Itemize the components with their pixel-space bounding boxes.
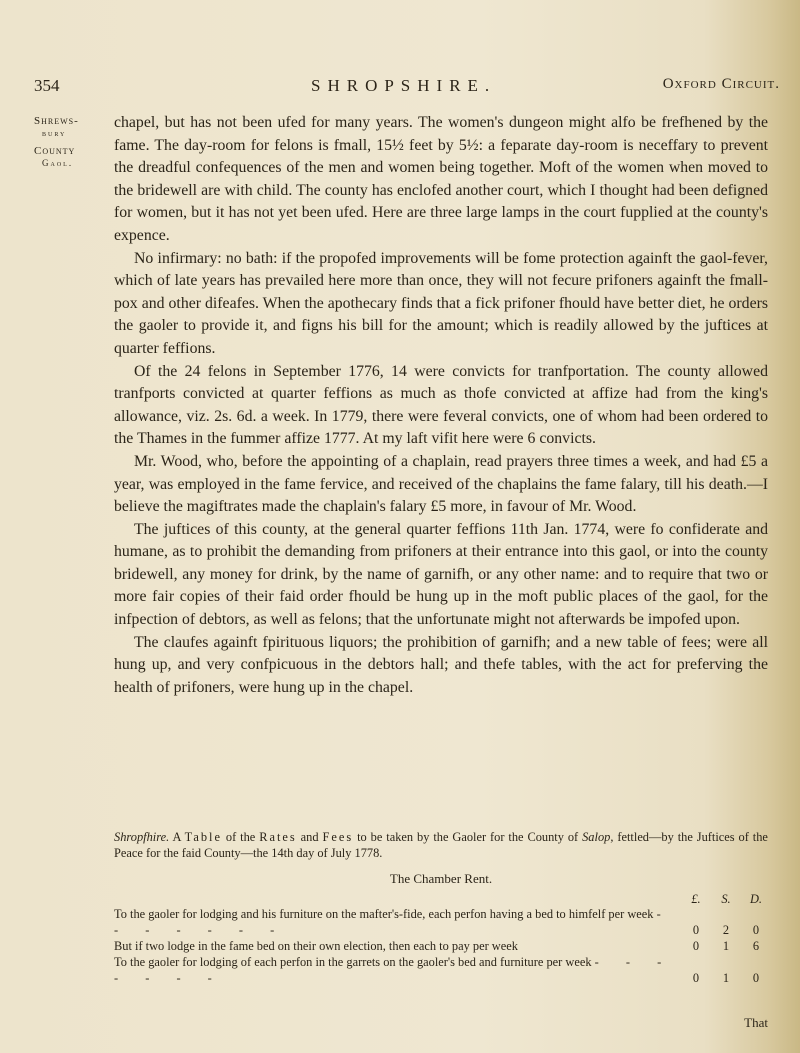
table-title: Shropfhire. A Table of the Rates and Fees to be taken by the Gaoler for the County of Salop, fettled—by the Juftices of the Peace for the faid County—the 14th day of July 1778.	[114, 830, 768, 860]
margin-line: County	[34, 145, 76, 157]
margin-note	[34, 115, 104, 169]
paragraph: Of the 24 felons in September 1776, 14 were convicts for tranfportation. The county allowed tranfports convicted at quarter feffions as much as thofe convicted at affize had from the king's allowance, viz. 2s. 6d. a week. In 1779, there were feveral convicts, one of whom had been ordered to the Thames in the fummer affize 1777. At my laft vifit here were 6 convicts.	[114, 362, 768, 448]
col-shillings: S.	[721, 892, 731, 906]
paragraph: The juftices of this county, at the general quarter feffions 11th Jan. 1774, were fo confiderate and humane, as to prohibit the demanding from prifoners at their entrance into this gaol, or into the county bridewell, any money for drink, by the name of garnifh, or any other name: and to require that two or more fair copies of their faid order fhould be hung up in the moft public places of the gaol, for the infpection of debtors, as well as felons; that the unfortunate might not afterwards be impofed upon.	[114, 520, 768, 629]
paragraph: chapel, but has not been ufed for many years. The women's dungeon might alfo be frefhened by the fame. The day-room for felons is fmall, 15½ feet by 5½: a feparate day-room is neceffary to prevent the dreadful confequences of the men and women being together. Moft of the women when moved to the bridewell are with child. The county has enclofed another court, which I thought had been defigned for women, but it has not yet been ufed. Here are three large lamps in the court fupplied at the county's expence.	[114, 114, 768, 244]
margin-line: bury	[42, 128, 67, 138]
table-row: To the gaoler for lodging and his furniture on the mafter's-fide, each perfon having a bed to himfelf per week - - - - - - - 0 2 0	[114, 907, 760, 937]
page-number: 354	[34, 76, 60, 95]
running-header	[34, 76, 786, 100]
body-text	[114, 112, 768, 699]
table-county: Shropfhire.	[114, 830, 170, 844]
col-pence: D.	[749, 892, 763, 906]
column-headers	[114, 891, 768, 906]
catchword: That	[744, 1015, 768, 1030]
paragraph: Mr. Wood, who, before the appointing of a chaplain, read prayers three times a week, and had £5 a year, was employed in the fame fervice, and received of the chaplains the fame falary, till his death.—I believe the magiftrates made the chaplain's falary £5 more, in favour of Mr. Wood.	[114, 452, 768, 516]
table-row: To the gaoler for lodging of each perfon in the garrets on the gaoler's bed and furniture per week - - - - - - - 0 1 0	[114, 955, 760, 985]
section-heading: The Chamber Rent.	[389, 871, 493, 886]
circuit-title: Oxford Circuit.	[662, 76, 780, 92]
table-row: But if two lodge in the fame bed on their own election, then each to pay per week 0 1 6	[114, 939, 760, 953]
table-settled: fettled—by the Juftices of the Peace for the faid County—the 14th day of July 1778.	[114, 830, 768, 860]
margin-line: Shrews-	[34, 115, 79, 127]
fee-table	[114, 829, 768, 986]
paragraph: No infirmary: no bath: if the propofed improvements will be fome protection againft the gaol-fever, which of late years has prevailed here more than once, they will not fecure prifoners againft the fmall-pox and other difeafes. When the apothecary finds that a fick prifoner fhould have better diet, he orders the gaoler to provide it, and figns his bill for the amount; which is readily allowed by the juftices at quarter feffions.	[114, 249, 768, 357]
paragraph: The claufes againft fpirituous liquors; the prohibition of garnifh; and a new table of fees; were all hung up, and very confpicuous in the debtors hall; and thefe tables, with the act for preferving the health of prifoners, were hung up in the chapel.	[114, 633, 768, 696]
margin-line: Gaol.	[42, 158, 74, 168]
running-title: SHROPSHIRE.	[311, 76, 497, 95]
col-pounds: £.	[691, 892, 701, 906]
